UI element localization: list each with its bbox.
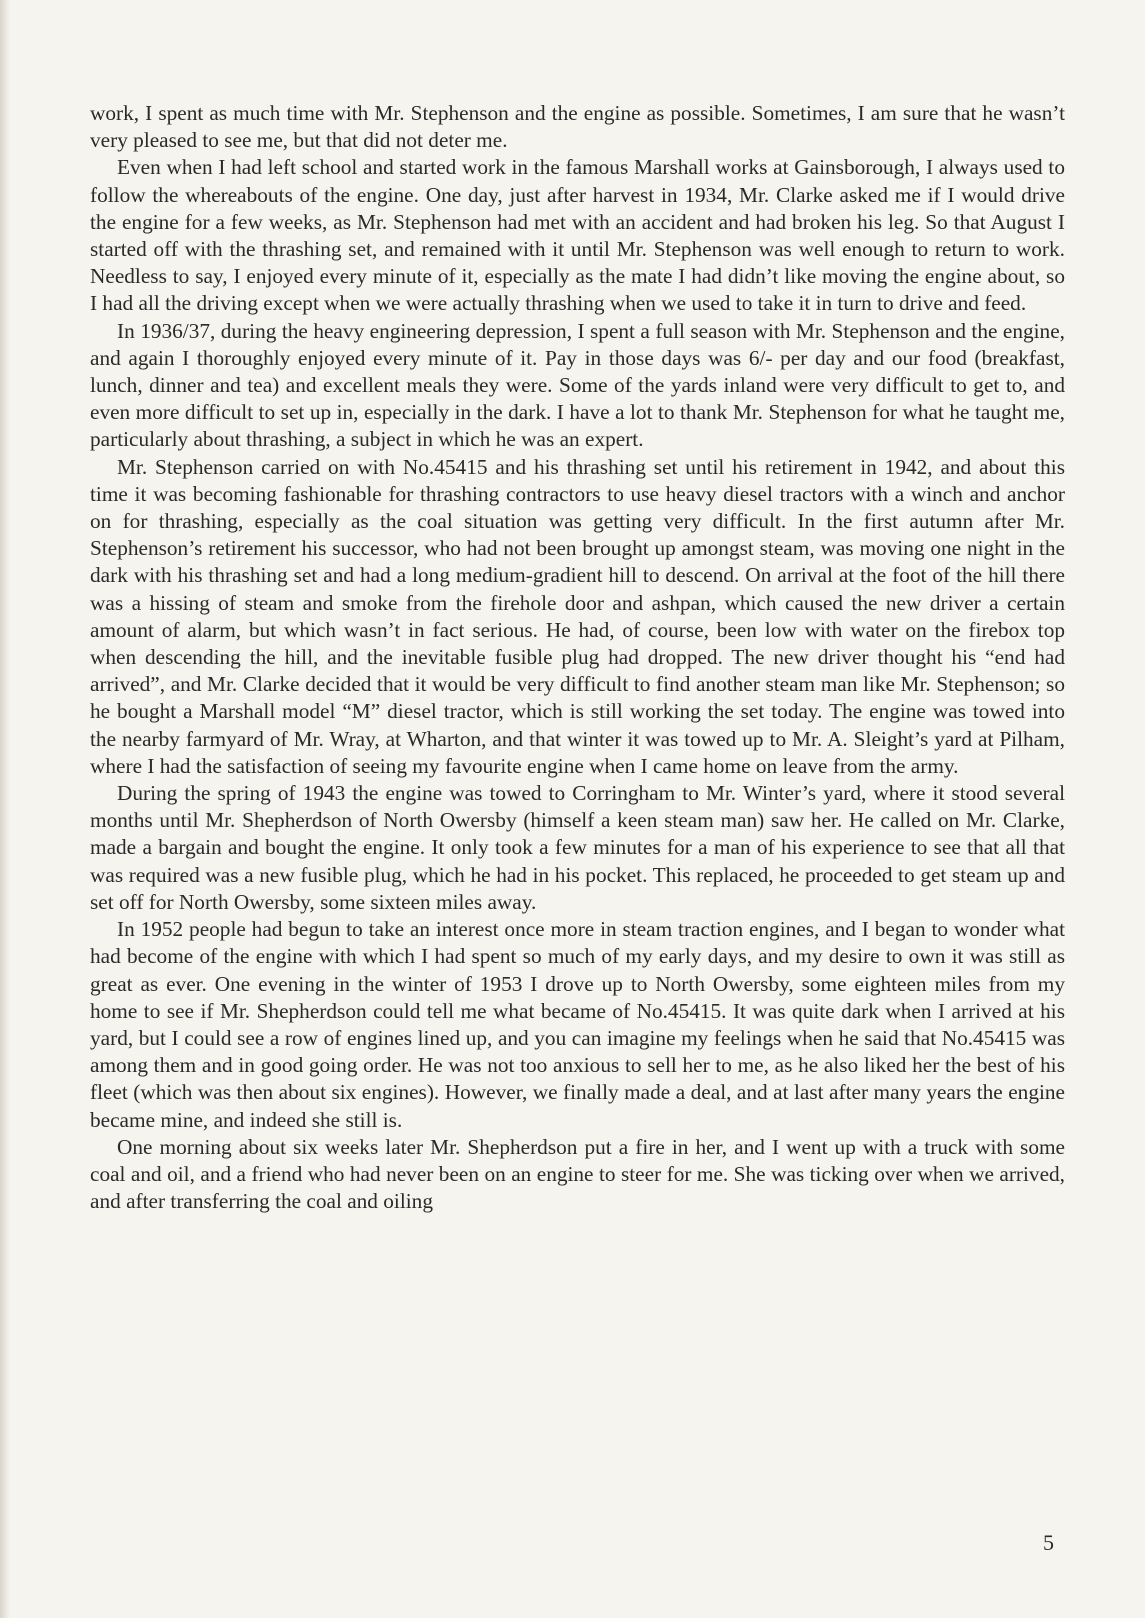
paragraph: During the spring of 1943 the engine was towed to Corringham to Mr. Winter’s yard, where it stood several months until Mr. Shepherdson of North Owersby (himself a keen steam man) saw her. He called on Mr. Clarke, made a bargain and bought the engine. It only took a few minutes for a man of his experience to see that all that was required was a new fusible plug, which he had in his pocket. This replaced, he proceeded to get steam up and set off for North Owersby, some sixteen miles away. [90,781,1065,914]
body-text [90,100,1065,1215]
page-number: 5 [1043,1530,1054,1555]
paragraph: Mr. Stephenson carried on with No.45415 and his thrashing set until his retirement in 1942, and about this time it was becoming fashionable for thrashing contractors to use heavy diesel tractors with a winch and anchor on for thrashing, especially as the coal situation was getting very difficult. In the first autumn after Mr. Stephenson’s retirement his successor, who had not been brought up amongst steam, was moving one night in the dark with his thrashing set and had a long medium-gradient hill to descend. On arrival at the foot of the hill there was a hissing of steam and smoke from the firehole door and ashpan, which caused the new driver a certain amount of alarm, but which wasn’t in fact serious. He had, of course, been low with water on the firebox top when descending the hill, and the inevitable fusible plug had dropped. The new driver thought his “end had arrived”, and Mr. Clarke decided that it would be very difficult to find another steam man like Mr. Stephenson; so he bought a Marshall model “M” diesel tractor, which is still working the set today. The engine was towed into the nearby farmyard of Mr. Wray, at Wharton, and that winter it was towed up to Mr. A. Sleight’s yard at Pilham, where I had the satisfaction of seeing my favourite engine when I came home on leave from the army. [90,454,1065,778]
page-edge-shadow [0,0,10,1618]
paragraph: In 1952 people had begun to take an interest once more in steam traction engines, and I began to wonder what had become of the engine with which I had spent so much of my early days, and my desire to own it was still as great as ever. One evening in the winter of 1953 I drove up to North Owersby, some eighteen miles from my home to see if Mr. Shepherdson could tell me what became of No.45415. It was quite dark when I arrived at his yard, but I could see a row of engines lined up, and you can imagine my feelings when he said that No.45415 was among them and in good going order. He was not too anxious to sell her to me, as he also liked her the best of his fleet (which was then about six engines). However, we finally made a deal, and at last after many years the engine became mine, and indeed she still is. [90,917,1065,1132]
paragraph: work, I spent as much time with Mr. Stephenson and the engine as possible. Sometimes, I am sure that he wasn’t very pleased to see me, but that did not deter me. [90,101,1065,153]
paragraph: One morning about six weeks later Mr. Shepherdson put a fire in her, and I went up with a truck with some coal and oil, and a friend who had never been on an engine to steer for me. She was ticking over when we arrived, and after transferring the coal and oiling [90,1134,1065,1214]
paragraph: Even when I had left school and started work in the famous Marshall works at Gainsborough, I always used to follow the whereabouts of the engine. One day, just after harvest in 1934, Mr. Clarke asked me if I would drive the engine for a few weeks, as Mr. Stephenson had met with an accident and had broken his leg. So that August I started off with the thrashing set, and remained with it until Mr. Stephenson was well enough to return to work. Needless to say, I enjoyed every minute of it, especially as the mate I had didn’t like moving the engine about, so I had all the driving except when we were actually thrashing when we used to take it in turn to drive and feed. [90,155,1065,316]
paragraph: In 1936/37, during the heavy engineering depression, I spent a full season with Mr. Stephenson and the engine, and again I thoroughly enjoyed every minute of it. Pay in those days was 6/- per day and our food (breakfast, lunch, dinner and tea) and excellent meals they were. Some of the yards inland were very difficult to get to, and even more difficult to set up in, especially in the dark. I have a lot to thank Mr. Stephenson for what he taught me, particularly about thrashing, a subject in which he was an expert. [90,318,1065,452]
